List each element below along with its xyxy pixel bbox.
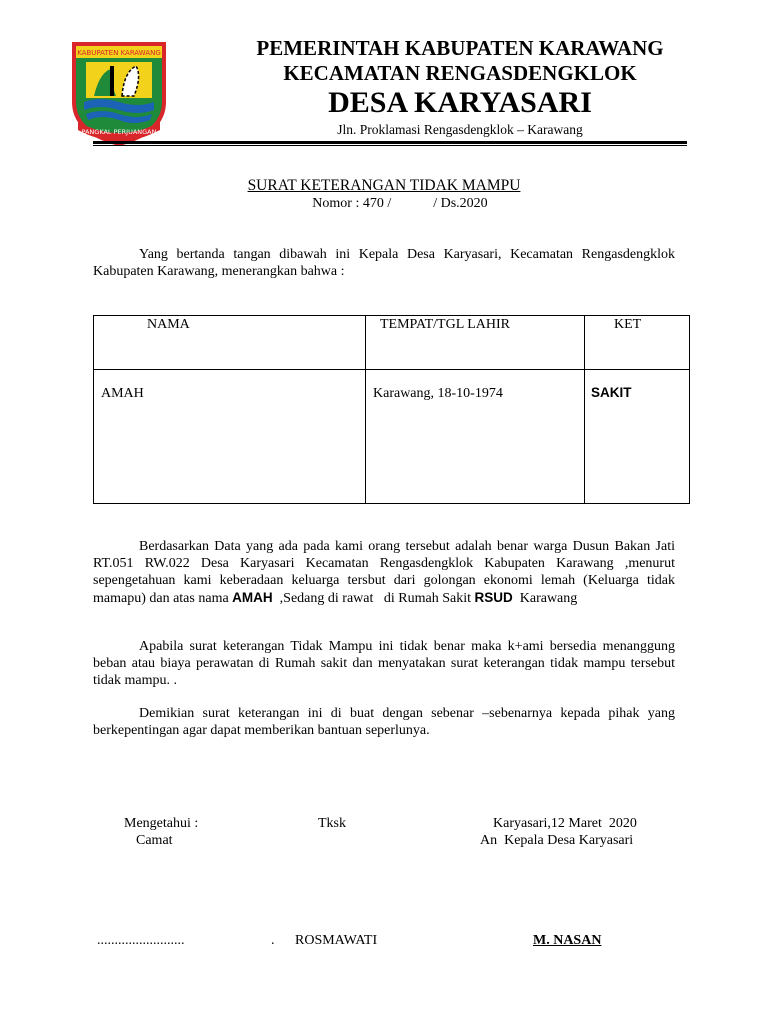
- karawang-regency-logo: [70, 40, 168, 148]
- tksk-label: Tksk: [318, 816, 346, 831]
- person-table: [93, 315, 690, 504]
- village-address: Jln. Proklamasi Rengasdengklok – Karawang: [337, 122, 583, 137]
- camat-name-placeholder: .........................: [97, 933, 185, 948]
- body-paragraph-2: Apabila surat keterangan Tidak Mampu ini tidak benar maka k+ami bersedia menanggung beban atau biaya perawatan di Rumah sakit dan menyatakan surat keterangan tidak mampu tersebut tidak mampu. .: [93, 639, 675, 688]
- letter-title: SURAT KETERANGAN TIDAK MAMPU: [247, 177, 521, 194]
- row-name-cell: AMAH: [94, 370, 366, 504]
- separator-dot: .: [271, 933, 275, 948]
- place-date: Karyasari,12 Maret 2020: [493, 816, 637, 831]
- body-paragraph-1: Berdasarkan Data yang ada pada kami orang tersebut adalah benar warga Dusun Bakan Jati RT.051 RW.022 Desa Karyasari Kecamatan Rengasdengklok Kabupaten Karawang ,menurut sepengetahuan kami keberadaan keluarga tersbut dari golongan ekonomi lemah (Keluarga tidak mamapu) dan atas nama AMAH ,Sedang di rawat di Rumah Sakit RSUD Karawang: [93, 539, 675, 606]
- camat-role: Camat: [136, 833, 173, 848]
- row-note-cell: SAKIT: [585, 370, 690, 504]
- village-head-role: An Kepala Desa Karyasari: [480, 833, 634, 848]
- village-name: DESA KARYASARI: [328, 86, 592, 119]
- header-note-cell: KET: [585, 316, 690, 370]
- government-line: PEMERINTAH KABUPATEN KARAWANG: [256, 36, 664, 60]
- tksk-name: ROSMAWATI: [295, 933, 378, 948]
- intro-paragraph: Yang bertanda tangan dibawah ini Kepala Desa Karyasari, Kecamatan Rengasdengklok Kabupaten Karawang, menerangkan bahwa :: [93, 247, 675, 279]
- district-line: KECAMATAN RENGASDENGKLOK: [283, 61, 637, 85]
- table-header-row: [94, 316, 690, 370]
- village-head-name: M. NASAN: [533, 933, 602, 948]
- header-name-cell: NAMA: [94, 316, 366, 370]
- logo-top-text: KABUPATEN KARAWANG: [77, 49, 161, 57]
- acknowledged-label: Mengetahui :: [124, 816, 199, 831]
- header-rule-thick: [93, 141, 687, 144]
- letter-number: Nomor : 470 / / Ds.2020: [312, 196, 488, 211]
- table-row: [94, 370, 690, 504]
- header-rule-thin: [93, 145, 687, 146]
- body-paragraph-3: Demikian surat keterangan ini di buat dengan sebenar –sebenarnya kepada pihak yang berkepentingan agar dapat memberikan bantuan seperlunya.: [93, 706, 675, 738]
- header-birth-cell: TEMPAT/TGL LAHIR: [366, 316, 585, 370]
- logo-bottom-text: PANGKAL PERJUANGAN: [81, 128, 157, 136]
- row-birth-cell: Karawang, 18-10-1974: [366, 370, 585, 504]
